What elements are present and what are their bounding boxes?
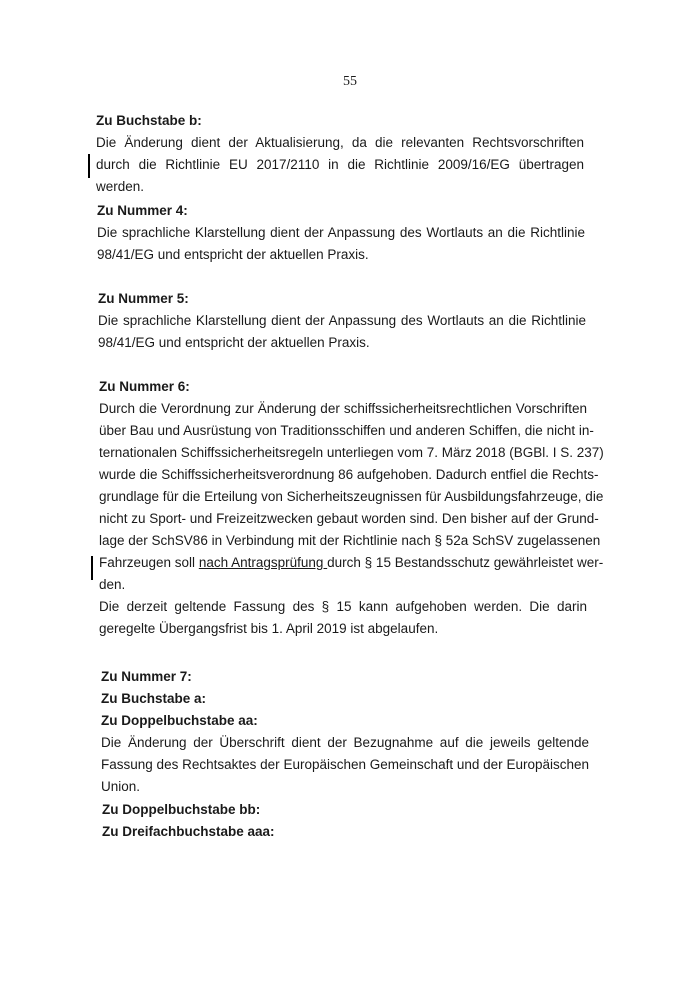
section-heading: Zu Doppelbuchstabe bb: — [102, 802, 261, 817]
section-text: Die sprachliche Klarstellung dient der Anpassung des Wortlauts an die Richtlinie 98/41/EG und entspricht der aktuellen Praxis. — [98, 313, 586, 350]
section-zu-nummer-5 — [98, 288, 586, 354]
section-zu-nummer-6 — [99, 376, 604, 640]
section-zu-buchstabe-b — [96, 110, 584, 198]
section-text: Die Änderung der Überschrift dient der Bezugnahme auf die jeweils geltende Fassung des Rechtsaktes der Europäischen Gemeinschaft und der Europäischen Union. — [101, 735, 589, 794]
section-zu-nummer-7 — [101, 666, 589, 798]
section-zu-nummer-4 — [97, 200, 585, 266]
section-heading: Zu Nummer 5: — [98, 291, 189, 306]
section-heading: Zu Nummer 4: — [97, 203, 188, 218]
change-bar — [91, 556, 93, 580]
text-line — [99, 552, 604, 574]
section-heading: Zu Buchstabe b: — [96, 113, 202, 128]
text-line: nicht zu Sport- und Freizeitzwecken gebaut worden sind. Den bisher auf der Grund- — [99, 511, 599, 526]
text-segment: durch § 15 Bestandsschutz gewährleistet wer- — [327, 555, 604, 570]
section-heading: Zu Doppelbuchstabe aa: — [101, 713, 258, 728]
section-heading: Zu Buchstabe a: — [101, 691, 207, 706]
section-text: Die derzeit geltende Fassung des § 15 kann aufgehoben werden. Die darin geregelte Übergangsfrist bis 1. April 2019 ist abgelaufen. — [99, 599, 587, 636]
text-line: grundlage für die Erteilung von Sicherheitszeugnissen für Ausbildungsfahrzeuge, die — [99, 489, 604, 504]
change-bar — [88, 154, 90, 178]
section-heading: Zu Dreifachbuchstabe aaa: — [102, 824, 275, 839]
text-line: lage der SchSV86 in Verbindung mit der Richtlinie nach § 52a SchSV zugelassenen — [99, 533, 601, 548]
page-number: 55 — [343, 74, 357, 89]
text-segment: Fahrzeugen soll — [99, 555, 199, 570]
section-text: Die sprachliche Klarstellung dient der Anpassung des Wortlauts an die Richtlinie 98/41/EG und entspricht der aktuellen Praxis. — [97, 225, 585, 262]
section-text: Die Änderung dient der Aktualisierung, da die relevanten Rechtsvorschriften durch die Richtlinie EU 2017/2110 in die Richtlinie 2009/16/EG übertragen werden. — [96, 135, 584, 194]
text-line: über Bau und Ausrüstung von Traditionsschiffen und anderen Schiffen, die nicht in- — [99, 423, 594, 438]
text-line: den. — [99, 577, 126, 592]
section-zu-doppelbuchstabe-bb — [102, 799, 590, 843]
text-line: ternationalen Schiffssicherheitsregeln unterliegen vom 7. März 2018 (BGBl. I S. 237) — [99, 445, 604, 460]
section-heading: Zu Nummer 7: — [101, 669, 192, 684]
text-line: Durch die Verordnung zur Änderung der schiffssicherheitsrechtlichen Vorschriften — [99, 401, 587, 416]
underlined-insertion: nach Antragsprüfung — [198, 555, 328, 570]
section-heading: Zu Nummer 6: — [99, 379, 190, 394]
text-line: wurde die Schiffssicherheitsverordnung 86 aufgehoben. Dadurch entfiel die Rechts- — [99, 467, 599, 482]
